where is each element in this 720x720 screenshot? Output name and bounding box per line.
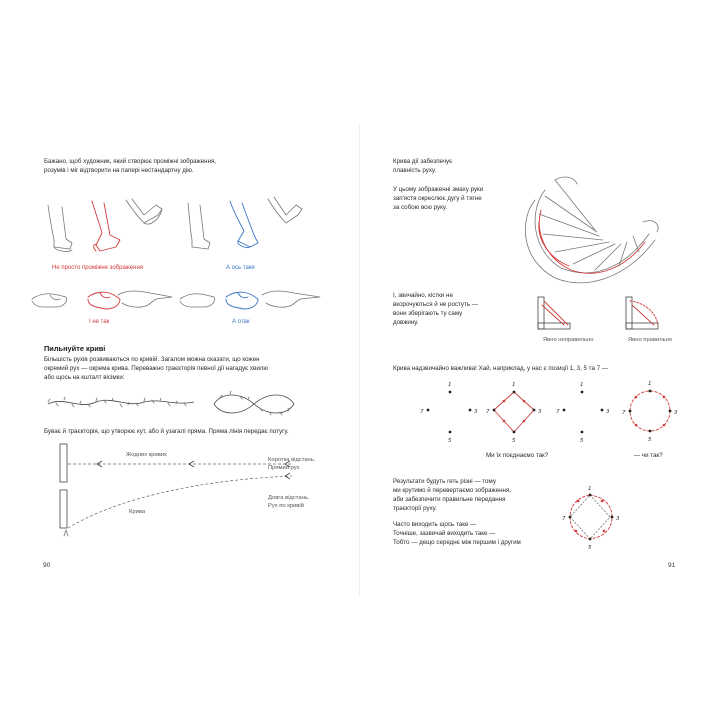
section-heading: Пильнуйте криві	[44, 344, 106, 353]
feet-caption-right: А ось таке	[226, 265, 255, 271]
para2: Буває й траєкторія, що утворює кут, або й узагалі пряма. Пряма лінія передає потугу.	[44, 428, 289, 435]
intro-line-1: Бажано, щоб художник, який створює проміжні зображення,	[44, 158, 217, 165]
result-line-3: аби забезпечити правильне передання	[393, 496, 506, 503]
bones-line-1: І, звичайно, кістки не	[393, 292, 453, 299]
hands-sketches	[30, 285, 330, 315]
final-path-diagram	[558, 485, 628, 555]
pos-num-5c: 5	[580, 438, 584, 444]
question-2: — чи так?	[634, 452, 663, 459]
pos-num-1c: 1	[580, 382, 584, 388]
pos-num-3c: 3	[606, 409, 610, 415]
wrist-line-1: У цьому зображенні змаху руки	[393, 186, 484, 193]
diagram-label-curve: Крива	[129, 509, 146, 515]
pos-num-7e: 7	[562, 516, 566, 522]
pos-num-5b: 5	[512, 438, 516, 444]
wrist-line-2: зап'ястя окреслює дугу й тягне	[393, 195, 482, 202]
curve-title-1: Крива дії забезпечує	[393, 158, 453, 165]
bones-line-3: вони зберігають ту саму	[393, 310, 463, 317]
arm-swing-sketch	[515, 170, 675, 290]
pos-num-7a: 7	[420, 409, 424, 415]
pos-num-3b: 3	[538, 409, 542, 415]
page-number-left: 90	[43, 562, 51, 569]
pos-num-1e: 1	[588, 486, 592, 492]
label-wrong: Явно неправильно	[543, 337, 594, 343]
para1-line-2: окремий рух — окрема крива. Переважно траєкторія певної дії нагадує хвилю	[44, 365, 269, 372]
curve-squiggles	[44, 390, 344, 420]
feet-caption-wrong: Не просто проміжне зображення	[52, 265, 144, 271]
diagram-label-long-1: Довга відстань.	[268, 495, 310, 501]
para1-line-3: або щось на кшталт вісімки:	[44, 374, 125, 381]
pos-num-3d: 3	[674, 410, 678, 416]
pos-num-5d: 5	[648, 437, 652, 443]
feet-sketches	[40, 195, 370, 265]
pos-num-1d: 1	[648, 381, 652, 387]
positions-diagrams	[410, 380, 710, 450]
intro-line-2: розумів і міг відтворити на папері нестандартну дію.	[44, 167, 194, 174]
curve-title-2: плавність руху.	[393, 167, 437, 174]
result-line-1: Результати будуть геть різні — тому	[393, 478, 496, 485]
result-line-4: траєкторії руху.	[393, 505, 437, 512]
bones-line-4: довжину.	[393, 319, 419, 326]
pos-num-7b: 7	[486, 409, 490, 415]
pos-num-1b: 1	[512, 382, 516, 388]
hands-caption-wrong: І не так	[89, 319, 110, 325]
pos-num-5e: 5	[588, 545, 592, 551]
bones-line-2: вкорочуються й не ростуть —	[393, 301, 478, 308]
often-line-3: Тобто — дещо середнє між першим і другим	[393, 539, 521, 546]
straight-curve-diagram	[54, 440, 334, 540]
often-line-1: Часто виходить щось таке —	[393, 521, 477, 528]
often-line-2: Точніше, зазвичай виходить таке —	[393, 530, 496, 537]
important-text: Крива надзвичайно важлива! Хай, наприклад, у нас є позиції 1, 3, 5 та 7 —	[393, 365, 608, 372]
diagram-label-short-1: Коротка відстань.	[268, 457, 316, 463]
pos-num-3a: 3	[474, 409, 478, 415]
hands-caption-right: А отак	[232, 319, 250, 325]
page-number-right: 91	[668, 562, 676, 569]
wrist-line-3: за собою всю руку.	[393, 204, 448, 211]
diagram-label-long-2: Рух по кривій	[268, 503, 304, 509]
diagram-label-short-2: Прямий рух	[268, 465, 300, 471]
pos-num-7c: 7	[556, 409, 560, 415]
question-1: Ми їх поєднаємо так?	[486, 452, 549, 459]
pos-num-7d: 7	[622, 410, 626, 416]
pos-num-3e: 3	[616, 516, 620, 522]
pos-num-5a: 5	[448, 438, 452, 444]
bone-length-diagrams	[534, 295, 674, 335]
diagram-label-no-curves: Жодних кривих	[126, 452, 167, 458]
result-line-2: ми крутимо й перевертаємо зображення,	[393, 487, 512, 494]
label-right: Явно правильно	[628, 337, 673, 343]
pos-num-1a: 1	[448, 382, 452, 388]
para1-line-1: Більшість рухів розвиваються по кривій. Загалом можна сказати, що кожен	[44, 356, 260, 363]
